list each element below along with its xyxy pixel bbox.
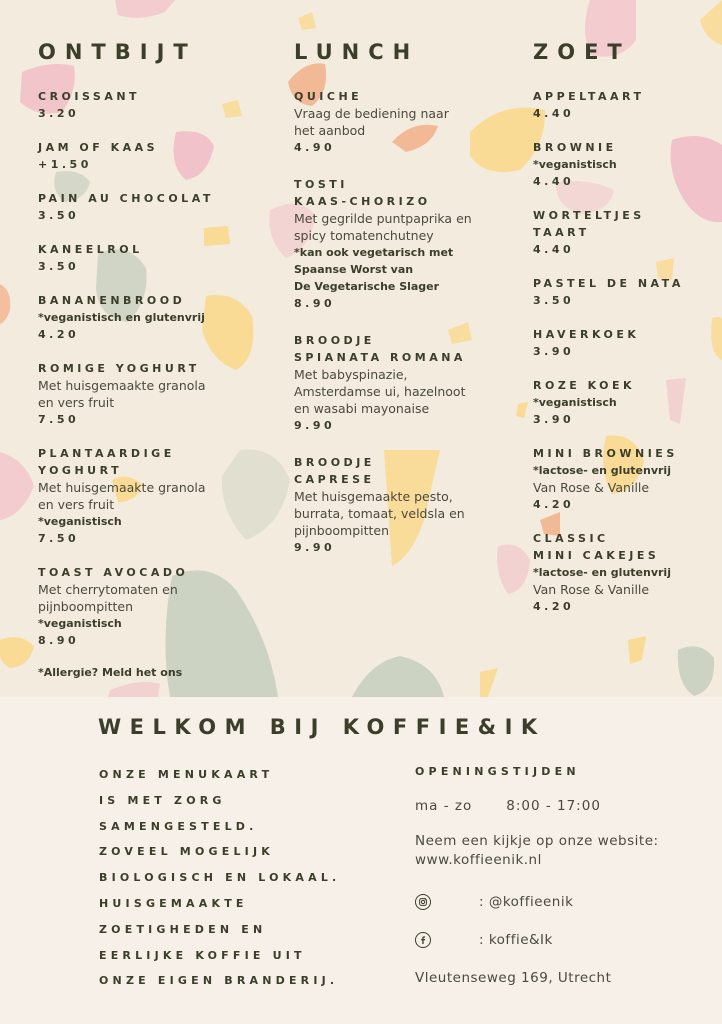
intro-line: ZOETIGHEDEN EN xyxy=(99,922,267,936)
facebook-icon[interactable] xyxy=(415,932,431,948)
item-description: Amsterdamse ui, hazelnoot xyxy=(294,384,466,399)
item-name: BROODJE xyxy=(294,456,375,469)
item-name: TOSTI xyxy=(294,178,348,191)
item-name: ROMIGE YOGHURT xyxy=(38,362,200,375)
menu-item xyxy=(294,454,509,556)
zoet-column xyxy=(533,40,718,632)
info-block xyxy=(415,762,715,986)
item-name: TAART xyxy=(533,226,590,239)
item-name: PASTEL DE NATA xyxy=(533,277,684,290)
item-name: CLASSIC xyxy=(533,532,609,545)
item-price: 3.50 xyxy=(38,209,80,222)
ontbijt-column xyxy=(38,40,248,679)
intro-text xyxy=(99,762,340,994)
opening-hours-title: OPENINGSTIJDEN xyxy=(415,765,580,778)
item-note: *kan ook vegetarisch met xyxy=(294,246,454,259)
item-description: Vraag de bediening naar xyxy=(294,106,449,121)
menu-item xyxy=(294,88,509,156)
instagram-handle[interactable]: : @koffieenik xyxy=(479,894,574,910)
item-name: JAM OF KAAS xyxy=(38,141,159,154)
intro-line: IS MET ZORG xyxy=(99,793,226,807)
menu-item xyxy=(533,326,718,360)
item-price: 3.90 xyxy=(533,345,575,358)
item-description: Met huisgemaakte granola xyxy=(38,480,206,495)
menu-item xyxy=(533,139,718,190)
intro-line: ZOVEEL MOGELIJK xyxy=(99,845,274,859)
item-name: PLANTAARDIGE xyxy=(38,447,175,460)
item-note: De Vegetarische Slager xyxy=(294,280,440,293)
item-price: 7.50 xyxy=(38,532,80,545)
item-description: Met huisgemaakte granola xyxy=(38,378,206,393)
item-name: YOGHURT xyxy=(38,464,123,477)
item-description: Met huisgemaakte pesto, xyxy=(294,489,453,504)
item-note: *lactose- en glutenvrij xyxy=(533,464,671,477)
item-note: *veganistisch xyxy=(38,617,122,630)
item-price: 3.50 xyxy=(38,260,80,273)
item-name: BROWNIE xyxy=(533,141,617,154)
item-price: 7.50 xyxy=(38,413,80,426)
item-price: 4.20 xyxy=(38,328,80,341)
item-description: pijnboompitten xyxy=(38,599,134,614)
item-price: 9.90 xyxy=(294,541,336,554)
menu-item xyxy=(38,88,248,122)
item-name: APPELTAART xyxy=(533,90,645,103)
intro-line: EERLIJKE KOFFIE UIT xyxy=(99,948,306,962)
item-note: *veganistisch xyxy=(38,515,122,528)
intro-line: ONZE EIGEN BRANDERIJ. xyxy=(99,974,339,988)
menu-item xyxy=(38,241,248,275)
item-description: Met babyspinazie, xyxy=(294,367,408,382)
item-name: CROISSANT xyxy=(38,90,141,103)
item-name: HAVERKOEK xyxy=(533,328,640,341)
website-info xyxy=(415,832,715,870)
ontbijt-title: ONTBIJT xyxy=(38,40,197,64)
allergy-note: *Allergie? Meld het ons xyxy=(38,666,183,679)
item-name: CAPRESE xyxy=(294,473,375,486)
item-name: QUICHE xyxy=(294,90,363,103)
item-name: BROODJE xyxy=(294,334,375,347)
item-name: WORTELTJES xyxy=(533,209,645,222)
website-link[interactable]: www.koffieenik.nl xyxy=(415,852,542,868)
item-name: MINI CAKEJES xyxy=(533,549,660,562)
menu-item xyxy=(38,139,248,173)
item-name: MINI BROWNIES xyxy=(533,447,678,460)
opening-time: 8:00 - 17:00 xyxy=(506,798,601,814)
item-description: Van Rose & Vanille xyxy=(533,480,650,495)
menu-item xyxy=(533,445,718,513)
item-price: 4.20 xyxy=(533,600,575,613)
address: Vleutenseweg 169, Utrecht xyxy=(415,970,612,986)
item-description: pijnboompitten xyxy=(294,523,390,538)
welcome-title: WELKOM BIJ KOFFIE&IK xyxy=(98,715,546,739)
item-description: spicy tomatenchutney xyxy=(294,228,434,243)
menu-item xyxy=(38,445,248,547)
instagram-row xyxy=(415,892,715,912)
menu-item xyxy=(533,207,718,258)
intro-line: BIOLOGISCH EN LOKAAL. xyxy=(99,871,341,885)
item-price: 4.90 xyxy=(294,141,336,154)
item-description: Van Rose & Vanille xyxy=(533,582,650,597)
facebook-row xyxy=(415,930,715,950)
menu-item xyxy=(294,176,509,312)
intro-line: ONZE MENUKAART xyxy=(99,768,274,781)
item-price: 9.90 xyxy=(294,419,336,432)
item-price: 3.50 xyxy=(533,294,575,307)
item-price: 4.40 xyxy=(533,107,575,120)
item-price: 4.20 xyxy=(533,498,575,511)
lunch-column xyxy=(294,40,509,573)
item-description: en wasabi mayonaise xyxy=(294,401,430,416)
intro-line: HUISGEMAAKTE xyxy=(99,896,248,910)
instagram-icon[interactable] xyxy=(415,894,431,910)
item-price: 8.90 xyxy=(38,634,80,647)
menu-item xyxy=(533,88,718,122)
item-description: burrata, tomaat, veldsla en xyxy=(294,506,465,521)
item-name: PAIN AU CHOCOLAT xyxy=(38,192,214,205)
menu-item xyxy=(38,564,248,649)
item-price: +1.50 xyxy=(38,158,92,171)
item-description: Met cherrytomaten en xyxy=(38,582,178,597)
item-note: *lactose- en glutenvrij xyxy=(533,566,671,579)
item-name: TOAST AVOCADO xyxy=(38,566,189,579)
lunch-title: LUNCH xyxy=(294,40,420,64)
item-description: en vers fruit xyxy=(38,395,115,410)
item-price: 3.20 xyxy=(38,107,80,120)
item-note: *veganistisch xyxy=(533,158,617,171)
item-note: Spaanse Worst van xyxy=(294,263,414,276)
item-price: 3.90 xyxy=(533,413,575,426)
menu-item xyxy=(533,275,718,309)
menu-item xyxy=(533,530,718,615)
item-note: *veganistisch xyxy=(533,396,617,409)
item-name: KANEELROL xyxy=(38,243,143,256)
item-name: SPIANATA ROMANA xyxy=(294,351,466,364)
item-price: 4.40 xyxy=(533,175,575,188)
menu-item xyxy=(533,377,718,428)
item-name: BANANENBROOD xyxy=(38,294,186,307)
menu-item xyxy=(38,360,248,428)
zoet-title: ZOET xyxy=(533,40,631,64)
item-note: *veganistisch en glutenvrij xyxy=(38,311,205,324)
menu-item xyxy=(38,292,248,343)
item-name: KAAS-CHORIZO xyxy=(294,195,431,208)
item-description: en vers fruit xyxy=(38,497,115,512)
item-name: ROZE KOEK xyxy=(533,379,636,392)
item-price: 4.40 xyxy=(533,243,575,256)
item-description: Met gegrilde puntpaprika en xyxy=(294,211,472,226)
item-description: het aanbod xyxy=(294,123,366,138)
opening-days: ma - zo xyxy=(415,798,473,814)
website-text: Neem een kijkje op onze website: xyxy=(415,833,659,849)
menu-item xyxy=(38,190,248,224)
intro-line: SAMENGESTELD. xyxy=(99,819,258,833)
opening-hours xyxy=(415,798,715,814)
item-price: 8.90 xyxy=(294,297,336,310)
facebook-handle[interactable]: : koffie&Ik xyxy=(479,932,553,948)
menu-item xyxy=(294,332,509,434)
